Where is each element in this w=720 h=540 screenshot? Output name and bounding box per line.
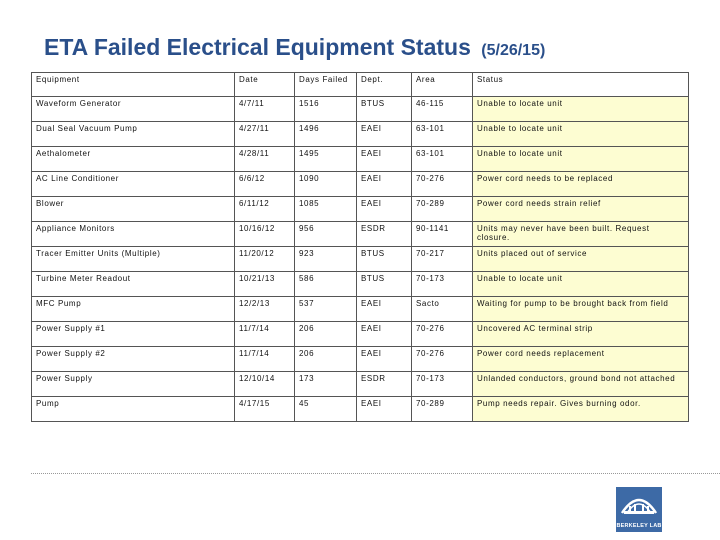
cell-days-failed: 173 (295, 372, 357, 397)
table-row (32, 322, 689, 347)
cell-area: 70-173 (412, 372, 473, 397)
bottom-divider (31, 473, 720, 474)
cell-dept: EAEI (357, 397, 412, 422)
cell-date: 10/16/12 (235, 222, 295, 247)
cell-status: Power cord needs replacement (473, 347, 689, 372)
cell-dept: ESDR (357, 222, 412, 247)
cell-date: 4/27/11 (235, 122, 295, 147)
cell-status: Unlanded conductors, ground bond not attached (473, 372, 689, 397)
cell-equipment: Power Supply (32, 372, 235, 397)
cell-area: 63-101 (412, 122, 473, 147)
title-date: (5/26/15) (481, 42, 546, 59)
cell-dept: EAEI (357, 347, 412, 372)
cell-area: 70-217 (412, 247, 473, 272)
cell-equipment: Tracer Emitter Units (Multiple) (32, 247, 235, 272)
cell-equipment: Power Supply #1 (32, 322, 235, 347)
cell-date: 4/28/11 (235, 147, 295, 172)
cell-date: 11/7/14 (235, 347, 295, 372)
cell-status: Uncovered AC terminal strip (473, 322, 689, 347)
cell-days-failed: 956 (295, 222, 357, 247)
cell-status: Unable to locate unit (473, 97, 689, 122)
header-days-failed: Days Failed (295, 73, 357, 97)
cell-area: Sacto (412, 297, 473, 322)
cell-equipment: Waveform Generator (32, 97, 235, 122)
cell-status: Units placed out of service (473, 247, 689, 272)
cell-date: 6/11/12 (235, 197, 295, 222)
table-row (32, 97, 689, 122)
logo-text: BERKELEY LAB (616, 523, 662, 529)
cell-dept: EAEI (357, 147, 412, 172)
table-row (32, 122, 689, 147)
table-row (32, 222, 689, 247)
cell-area: 70-289 (412, 197, 473, 222)
table-row (32, 297, 689, 322)
cell-area: 90-1141 (412, 222, 473, 247)
cell-days-failed: 206 (295, 322, 357, 347)
cell-date: 12/2/13 (235, 297, 295, 322)
table-row (32, 397, 689, 422)
cell-days-failed: 1085 (295, 197, 357, 222)
table-row (32, 272, 689, 297)
cell-status: Unable to locate unit (473, 147, 689, 172)
cell-date: 11/20/12 (235, 247, 295, 272)
cell-status: Unable to locate unit (473, 272, 689, 297)
cell-dept: BTUS (357, 247, 412, 272)
cell-area: 70-276 (412, 322, 473, 347)
cell-equipment: Blower (32, 197, 235, 222)
cell-days-failed: 1516 (295, 97, 357, 122)
berkeley-lab-emblem-icon (616, 487, 662, 521)
cell-days-failed: 586 (295, 272, 357, 297)
berkeley-lab-logo (616, 487, 662, 532)
cell-days-failed: 1496 (295, 122, 357, 147)
cell-equipment: Dual Seal Vacuum Pump (32, 122, 235, 147)
slide-title (44, 34, 545, 61)
equipment-table (31, 72, 688, 422)
cell-date: 11/7/14 (235, 322, 295, 347)
cell-dept: BTUS (357, 97, 412, 122)
cell-dept: EAEI (357, 297, 412, 322)
cell-date: 4/7/11 (235, 97, 295, 122)
header-dept: Dept. (357, 73, 412, 97)
cell-area: 63-101 (412, 147, 473, 172)
table-row (32, 147, 689, 172)
title-text: ETA Failed Electrical Equipment Status (44, 34, 471, 60)
header-date: Date (235, 73, 295, 97)
cell-days-failed: 1495 (295, 147, 357, 172)
cell-days-failed: 537 (295, 297, 357, 322)
cell-days-failed: 923 (295, 247, 357, 272)
cell-equipment: Pump (32, 397, 235, 422)
cell-equipment: Turbine Meter Readout (32, 272, 235, 297)
header-status: Status (473, 73, 689, 97)
cell-status: Pump needs repair. Gives burning odor. (473, 397, 689, 422)
cell-area: 46-115 (412, 97, 473, 122)
cell-equipment: Power Supply #2 (32, 347, 235, 372)
cell-date: 6/6/12 (235, 172, 295, 197)
cell-area: 70-276 (412, 347, 473, 372)
cell-date: 12/10/14 (235, 372, 295, 397)
cell-days-failed: 206 (295, 347, 357, 372)
cell-days-failed: 1090 (295, 172, 357, 197)
cell-date: 10/21/13 (235, 272, 295, 297)
cell-equipment: AC Line Conditioner (32, 172, 235, 197)
cell-dept: EAEI (357, 322, 412, 347)
cell-dept: BTUS (357, 272, 412, 297)
cell-area: 70-276 (412, 172, 473, 197)
cell-dept: ESDR (357, 372, 412, 397)
header-equipment: Equipment (32, 73, 235, 97)
table-row (32, 347, 689, 372)
cell-area: 70-173 (412, 272, 473, 297)
cell-dept: EAEI (357, 197, 412, 222)
cell-status: Waiting for pump to be brought back from field (473, 297, 689, 322)
cell-area: 70-289 (412, 397, 473, 422)
table-body (32, 73, 689, 422)
table-row (32, 172, 689, 197)
cell-date: 4/17/15 (235, 397, 295, 422)
table-header-row (32, 73, 689, 97)
cell-equipment: MFC Pump (32, 297, 235, 322)
cell-days-failed: 45 (295, 397, 357, 422)
cell-equipment: Appliance Monitors (32, 222, 235, 247)
cell-status: Units may never have been built. Request closure. (473, 222, 689, 247)
cell-dept: EAEI (357, 122, 412, 147)
table-row (32, 197, 689, 222)
cell-status: Power cord needs to be replaced (473, 172, 689, 197)
table-row (32, 372, 689, 397)
header-area: Area (412, 73, 473, 97)
table-row (32, 247, 689, 272)
cell-status: Power cord needs strain relief (473, 197, 689, 222)
cell-dept: EAEI (357, 172, 412, 197)
cell-equipment: Aethalometer (32, 147, 235, 172)
cell-status: Unable to locate unit (473, 122, 689, 147)
